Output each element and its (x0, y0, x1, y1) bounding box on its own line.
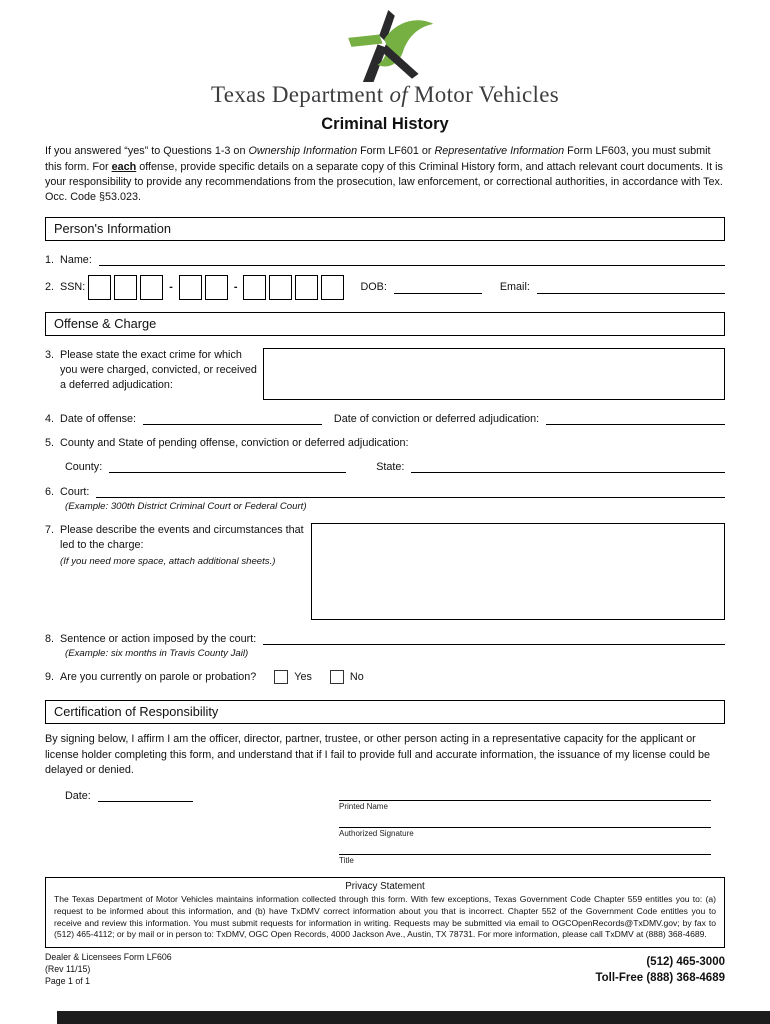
court-label: Court: (60, 485, 90, 498)
section-header-persons-information: Person's Information (45, 217, 725, 241)
name-label: Name: (60, 253, 92, 266)
ssn-dash: - (233, 281, 238, 294)
events-description-input-box[interactable] (311, 523, 725, 620)
q8-number: 8. (45, 632, 55, 645)
authorized-signature-entry (339, 826, 711, 838)
question-4-row (45, 412, 725, 425)
parole-no-checkbox[interactable] (330, 670, 344, 684)
ssn-box[interactable] (114, 275, 137, 300)
footer-form-identification (45, 952, 172, 988)
title-input-line[interactable] (339, 853, 711, 855)
q3-number: 3. (45, 348, 55, 361)
q3-label: Please state the exact crime for which you were charged, convicted, or received a deferred adjudication: (60, 348, 257, 392)
intro-emphasis-each: each (111, 160, 137, 173)
county-label: County: (65, 460, 103, 473)
ssn-box[interactable] (140, 275, 163, 300)
privacy-statement-title: Privacy Statement (345, 880, 425, 892)
ssn-dash: - (169, 281, 173, 294)
email-label: Email: (499, 281, 530, 294)
intro-text-1: If you answered “yes” to Questions 1-3 on (45, 145, 249, 158)
q7-number: 7. (45, 523, 55, 536)
footer-phone: (512) 465-3000 (646, 956, 725, 969)
section-header-offense-charge: Offense & Charge (45, 312, 725, 336)
question-3-row (45, 348, 725, 400)
q9-number: 9. (45, 670, 55, 683)
court-example-note: (Example: 300th District Criminal Court or Federal Court) (65, 500, 307, 512)
date-input-line[interactable] (98, 789, 193, 802)
intro-text-4: offense, provide specific details on a separate copy of this Criminal History form, and attach relevant court documents. It is your responsibility to provide any recommendations from the prosecution, law enforcement, or correctional authorities, in accordance with Tex. Occ. Code §53.023. (45, 160, 723, 203)
question-1-row (45, 253, 725, 266)
exact-crime-input-box[interactable] (263, 348, 725, 400)
title-label: Title (339, 855, 354, 865)
page-title: Criminal History (321, 115, 449, 134)
footer-tollfree: Toll-Free (888) 368-4689 (595, 972, 725, 985)
printed-name-label: Printed Name (339, 801, 388, 811)
q7-label-block (45, 523, 307, 569)
authorized-signature-input-line[interactable] (339, 826, 711, 828)
signature-block (45, 789, 725, 865)
signature-column (339, 789, 711, 865)
printed-name-input-line[interactable] (339, 799, 711, 801)
name-input-line[interactable] (99, 253, 725, 266)
state-input-line[interactable] (411, 460, 725, 473)
ssn-box[interactable] (205, 275, 228, 300)
section-header-certification: Certification of Responsibility (45, 700, 725, 724)
date-label: Date: (65, 789, 91, 802)
org-name-pre: Texas Department (210, 82, 384, 107)
question-2-row (45, 275, 725, 300)
org-name (45, 82, 725, 108)
q4-number: 4. (45, 412, 55, 425)
date-of-conviction-input-line[interactable] (546, 412, 725, 425)
q1-number: 1. (45, 253, 55, 266)
parole-no-label: No (349, 670, 364, 683)
form-header (45, 10, 725, 134)
intro-italic-2: Representative Information (434, 145, 565, 158)
ssn-label: SSN: (60, 281, 86, 294)
state-label: State: (376, 460, 405, 473)
privacy-statement-box (45, 877, 725, 948)
footer-revision: (Rev 11/15) (45, 964, 91, 975)
parole-yes-checkbox[interactable] (274, 670, 288, 684)
question-5-row (45, 437, 725, 449)
ssn-box[interactable] (321, 275, 344, 300)
intro-text-2: Form LF601 or (357, 145, 435, 158)
q7-label-text (60, 523, 307, 569)
q5-number: 5. (45, 436, 55, 449)
txdmv-star-logo (335, 10, 435, 82)
ssn-box[interactable] (295, 275, 318, 300)
scan-edge-bar (57, 1011, 770, 1024)
intro-italic-1: Ownership Information (248, 145, 358, 158)
q5-label: County and State of pending offense, conviction or deferred adjudication: (60, 436, 409, 449)
date-field (65, 789, 193, 802)
question-5-sub-row (45, 460, 725, 473)
org-name-post: Motor Vehicles (414, 82, 559, 107)
privacy-statement-text: The Texas Department of Motor Vehicles maintains information collected through this form. With few exceptions, Texas Government Code Chapter 559 entitles you to: (a) request to be informed about this information, and (b) have TxDMV correct information about you that is incorrect. Chapter 552 of the Government Code entitles you to receive and review this information. You must submit requests for information in writing. Requests may be submitted via email to OGCOpenRecords@TxDMV.gov; by fax to (512) 465-4112; or by mail or in person to: TxDMV, OGC Open Records, 4000 Jackson Ave., Austin, TX 78731. For more information, please call TxDMV at (888) 368-4689. (54, 893, 716, 940)
form-footer (45, 952, 725, 988)
q3-label-block (45, 348, 257, 400)
date-of-offense-label: Date of offense: (60, 412, 137, 425)
parole-question-label: Are you currently on parole or probation? (60, 670, 257, 683)
dob-input-line[interactable] (394, 281, 482, 294)
q2-number: 2. (45, 281, 55, 294)
title-entry (339, 853, 711, 865)
footer-page-number: Page 1 of 1 (45, 975, 90, 986)
question-9-row (45, 670, 725, 684)
intro-paragraph (45, 144, 725, 204)
intro-text-3: Form LF603, you must submit this form. For (45, 145, 711, 173)
printed-name-entry (339, 799, 711, 811)
question-7-row (45, 523, 725, 620)
question-6-row (45, 485, 725, 498)
sentence-input-line[interactable] (263, 632, 725, 645)
ssn-box[interactable] (243, 275, 266, 300)
q7-label: Please describe the events and circumstances that led to the charge: (60, 523, 304, 551)
county-input-line[interactable] (109, 460, 346, 473)
ssn-box[interactable] (179, 275, 202, 300)
footer-form-name: Dealer & Licensees Form LF606 (45, 952, 172, 963)
date-of-conviction-label: Date of conviction or deferred adjudication: (333, 412, 540, 425)
court-input-line[interactable] (96, 485, 725, 498)
ssn-box[interactable] (269, 275, 292, 300)
sentence-label: Sentence or action imposed by the court: (60, 632, 257, 645)
sentence-example-note: (Example: six months in Travis County Jail) (65, 647, 249, 659)
parole-yes-label: Yes (294, 670, 312, 683)
certification-statement: By signing below, I affirm I am the officer, director, partner, trustee, or other person acting in a representative capacity for the applicant or license holder completing this form, and understand that if I fail to provide full and accurate information, the issuance of my license could be delayed or denied. (45, 732, 710, 777)
q6-number: 6. (45, 485, 55, 498)
logo-left-arm (348, 35, 382, 47)
authorized-signature-label: Authorized Signature (339, 828, 414, 838)
date-of-offense-input-line[interactable] (143, 412, 322, 425)
ssn-box[interactable] (88, 275, 111, 300)
footer-phone-numbers (595, 952, 725, 988)
org-name-of: of (389, 82, 408, 107)
dob-label: DOB: (360, 281, 387, 294)
q7-additional-sheets-note: (If you need more space, attach additional sheets.) (60, 556, 276, 568)
question-8-row (45, 632, 725, 645)
email-input-line[interactable] (537, 281, 725, 294)
